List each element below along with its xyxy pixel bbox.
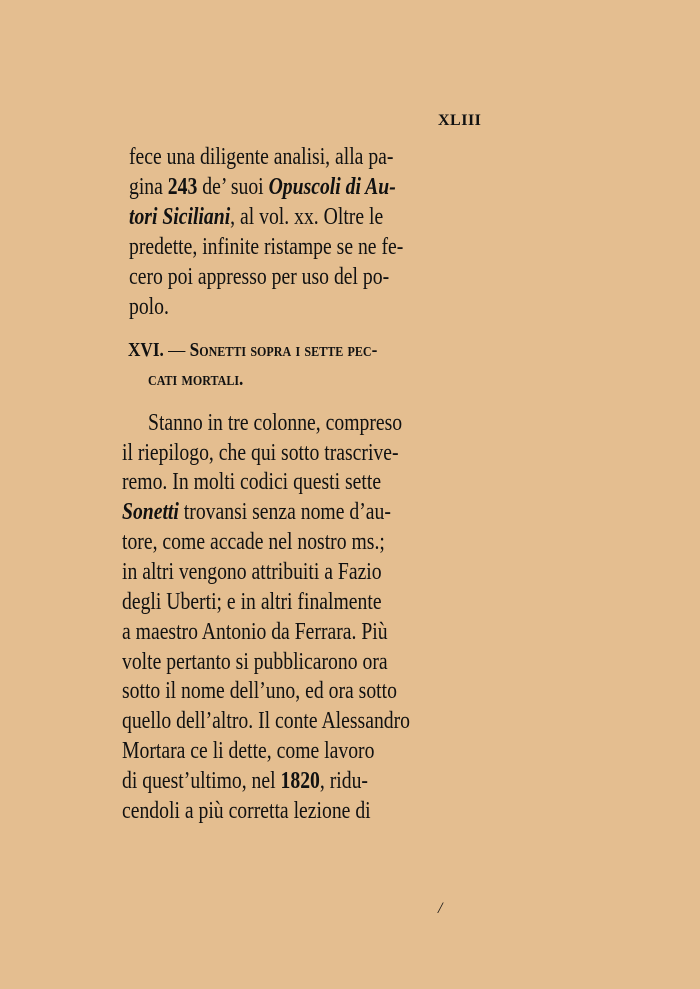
text-line: quello dell’altro. Il conte Alessandro: [122, 708, 411, 734]
text-line: cero poi appresso per uso del po-: [129, 264, 390, 290]
text-segment: trovansi senza nome d’au-: [178, 499, 391, 525]
stray-ink-mark: /: [438, 900, 443, 917]
page-number: XLIII: [438, 112, 482, 129]
section-title: Sonetti sopra i sette pec-: [189, 339, 378, 361]
text-line: [129, 172, 396, 202]
heading-line: [148, 367, 243, 391]
text-line: cendoli a più corretta lezione di: [122, 798, 371, 824]
text-line: [122, 497, 391, 527]
text-segment: di quest’ultimo, nel: [122, 768, 281, 794]
text-segment: , ridu-: [319, 768, 368, 794]
section-number: XVI.: [128, 339, 164, 361]
text-line: sotto il nome dell’uno, ed ora sotto: [122, 678, 397, 704]
text-line: [122, 766, 368, 796]
text-segment: gina: [129, 174, 168, 200]
text-line: predette, infinite ristampe se ne fe-: [129, 234, 404, 260]
text-line: tore, come accade nel nostro ms.;: [122, 529, 385, 555]
text-line: Mortara ce li dette, come lavoro: [122, 738, 375, 764]
italic-term: Sonetti: [122, 499, 179, 525]
section-title-continued: cati mortali.: [148, 368, 244, 390]
text-line: degli Uberti; e in altri finalmente: [122, 589, 382, 615]
text-line: il riepilogo, che qui sotto trascrive-: [122, 440, 399, 466]
text-segment: , al vol. xx. Oltre le: [230, 204, 384, 230]
book-title-italic: Opuscoli di Au-: [268, 174, 396, 200]
text-line: volte pertanto si pubblicarono ora: [122, 649, 388, 675]
text-line: remo. In molti codici questi sette: [122, 469, 382, 495]
text-line: a maestro Antonio da Ferrara. Più: [122, 619, 388, 645]
heading-line: [128, 338, 377, 362]
text-segment: de’ suoi: [197, 174, 269, 200]
book-title-italic: tori Siciliani: [129, 204, 231, 230]
text-line: polo.: [129, 294, 169, 320]
page-reference-number: 243: [167, 174, 198, 200]
heading-dash: —: [163, 339, 190, 361]
year-number: 1820: [280, 768, 320, 794]
text-line: [129, 202, 383, 232]
text-line: fece una diligente analisi, alla pa-: [129, 144, 394, 170]
text-line: in altri vengono attribuiti a Fazio: [122, 559, 382, 585]
text-line: Stanno in tre colonne, compreso: [148, 410, 403, 436]
